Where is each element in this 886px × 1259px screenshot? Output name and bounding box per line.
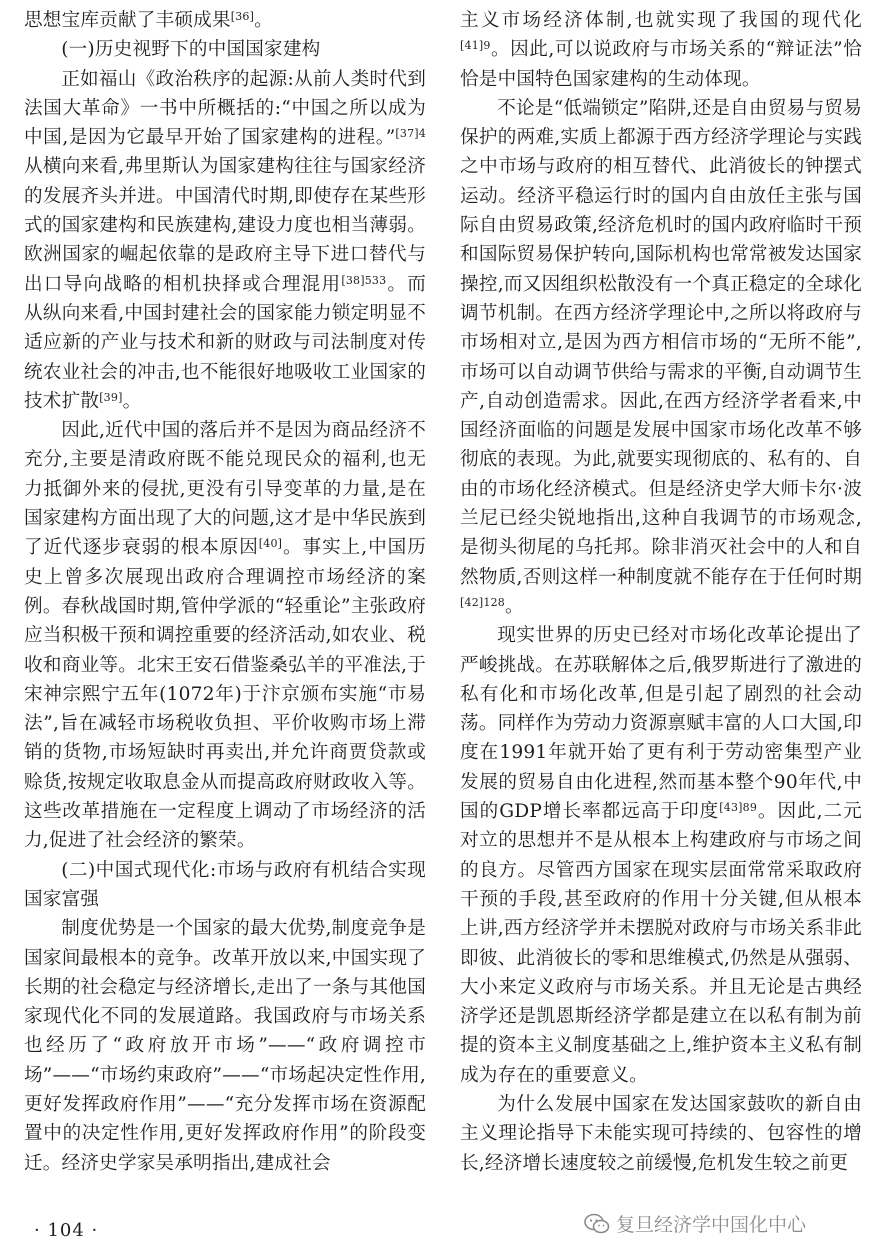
- citation: [42]128: [460, 595, 505, 609]
- citation: [39]: [99, 390, 123, 404]
- left-column: [24, 6, 426, 1178]
- citation: [38]533: [341, 273, 387, 287]
- paragraph: 思想宝库贡献了丰硕成果[36]。: [24, 10, 273, 31]
- paragraph: 现实世界的历史已经对市场化改革论提出了严峻挑战。在苏联解体之后,俄罗斯进行了激进的私有化和市场化改革,但是引起了剧烈的社会动荡。同样作为劳动力资源禀赋丰富的人口大国,印度在1991年就开始了更有利于劳动密集型产业发展的贸易自由化进程,然而基本整个90年代,中国的GDP增长率都远高于印度$^{[43]89}$。因此,二元对立的思想并不是从根本上构建政府与市场之间的良方。尽管西方国家在现实层面常常采取政府干预的手段,甚至政府的作用十分关键,但从根本上讲,西方经济学并未摆脱对政府与市场关系非此即彼、此消彼长的零和思维模式,仍然是从强弱、大小来定义政府与市场关系。并且无论是古典经济学还是凯恩斯经济学都是建立在以私有制为前提的资本主义制度基础之上,维护资本主义私有制成为存在的重要意义。: [460, 625, 862, 1086]
- paragraph: 不论是“低端锁定”陷阱,还是自由贸易与贸易保护的两难,实质上都源于西方经济学理论与实践之中市场与政府的相互替代、此消彼长的钟摆式运动。经济平稳运行时的国内自由放任主张与国际自由贸易政策,经济危机时的国内政府临时干预和国际贸易保护转向,国际机构也常常被发达国家操控,而又因组织松散没有一个真正稳定的全球化调节机制。在西方经济学理论中,之所以将政府与市场相对立,是因为西方相信市场的“无所不能”,市场可以自动调节供给与需求的平衡,自动调节生产,自动创造需求。因此,在西方经济学者看来,中国经济面临的问题是发展中国家市场化改革不够彻底的表现。为此,就要实现彻底的、私有的、自由的市场化经济模式。但是经济史学大师卡尔·波兰尼已经尖锐地指出,这种自我调节的市场观念,是彻头彻尾的乌托邦。除非消灭社会中的人和自然物质,否则这样一种制度就不能存在于任何时期$^{[42]128}$。: [460, 97, 862, 617]
- section-heading: (一)历史视野下的中国国家建构: [61, 39, 321, 61]
- paragraph: 为什么发展中国家在发达国家鼓吹的新自由主义理论指导下未能实现可持续的、包容性的增长,经济增长速度较之前缓慢,危机发生较之前更: [460, 1093, 862, 1174]
- wechat-icon: [584, 1213, 610, 1235]
- citation: [40]: [258, 537, 283, 551]
- paragraph: 因此,近代中国的落后并不是因为商品经济不充分,主要是清政府既不能兑现民众的福利,也无力抵御外来的侵扰,更没有引导变革的力量,是在国家建构方面出现了大的问题,这才是中华民族到了近代逐步衰弱的根本原因[40]。事实上,中国历史上曾多次展现出政府合理调控市场经济的案例。春秋战国时期,管仲学派的“轻重论”主张政府应当积极干预和调控重要的经济活动,如农业、税收和商业等。北宋王安石借鉴桑弘羊的平准法,于宋神宗熙宁五年(1072年)于汴京颁布实施“市易法”,旨在减轻市场税收负担、平价收购市场上滞销的货物,市场短缺时再卖出,并允许商贾贷款或赊货,按规定收取息金从而提高政府财政收入等。这些改革措施在一定程度上调动了市场经济的活力,促进了社会经济的繁荣。: [24, 420, 427, 852]
- watermark-text: 复旦经济学中国化中心: [616, 1214, 807, 1236]
- paragraph: 制度优势是一个国家的最大优势,制度竞争是国家间最根本的竞争。改革开放以来,中国实现了长期的社会稳定与经济增长,走出了一条与其他国家现代化不同的发展道路。我国政府与市场关系也经历了“政府放开市场”——“政府调控市场”——“市场约束政府”——“市场起决定性作用,更好发挥政府作用”——“充分发挥市场在资源配置中的决定性作用,更好发挥政府作用”的阶段变迁。经济史学家吴承明指出,建成社会: [24, 918, 427, 1174]
- paragraph: 主义市场经济体制,也就实现了我国的现代化$^{[41]9}$。因此,可以说政府与市场关系的“辩证法”恰恰是中国特色国家建构的生动体现。: [460, 10, 862, 90]
- page-number: · 104 ·: [34, 1220, 99, 1241]
- citation: [43]89: [719, 801, 758, 815]
- section-heading: (二)中国式现代化:市场与政府有机结合实现国家富强: [24, 859, 426, 910]
- watermark: [584, 1210, 806, 1237]
- paragraph: 正如福山《政治秩序的起源:从前人类时代到法国大革命》一书中所概括的:“中国之所以成为中国,是因为它最早开始了国家建构的进程。”$^{[37]4}$从横向来看,弗里斯认为国家建构往往与国家经济的发展齐头并进。中国清代时期,即使存在某些形式的国家建构和民族建构,建设力度也相当薄弱。欧洲国家的崛起依靠的是政府主导下进口替代与出口导向战略的相机抉择或合理混用$^{[38]533}$。而从纵向来看,中国封建社会的国家能力锁定明显不适应新的产业与技术和新的财政与司法制度对传统农业社会的冲击,也不能很好地吸收工业国家的技术扩散[39]。: [24, 68, 426, 412]
- right-column: [460, 6, 862, 1178]
- citation: [37]4: [395, 127, 426, 141]
- citation: [36]: [230, 10, 255, 23]
- citation: [41]9: [460, 39, 491, 53]
